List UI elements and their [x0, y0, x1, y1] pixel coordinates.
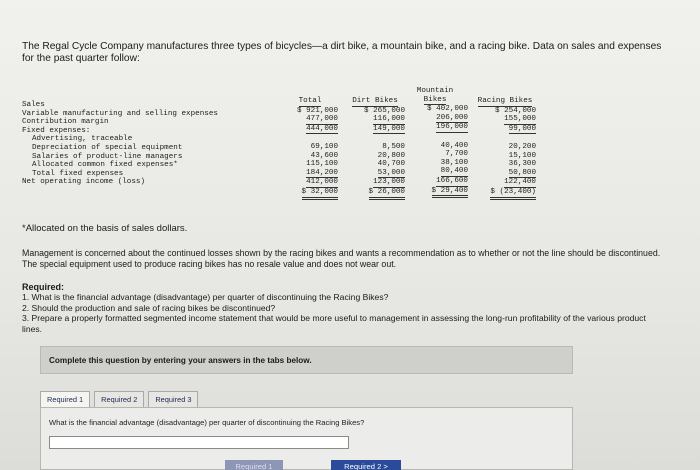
tab-required-1[interactable]: Required 1	[40, 391, 90, 408]
cell: 8,500	[382, 142, 405, 151]
cell: 53,000	[377, 168, 405, 177]
cell: $ 32,000	[302, 188, 338, 200]
cell: 40,700	[377, 160, 405, 169]
cell: 444,000	[306, 124, 338, 133]
cell: $ 402,000	[426, 105, 468, 114]
cell: $ 921,000	[296, 106, 338, 115]
column-header-mountain-2: Bikes	[423, 95, 447, 104]
cell: 115,100	[306, 160, 338, 169]
cell: 196,000	[436, 123, 468, 132]
column-header-mountain-1: Mountain	[416, 87, 454, 95]
cell	[402, 133, 468, 142]
cell: 166,600	[436, 176, 468, 185]
cell: 40,400	[440, 141, 468, 150]
cell: 43,600	[310, 151, 338, 160]
footnote: *Allocated on the basis of sales dollars.	[22, 223, 188, 234]
cell: 38,100	[440, 158, 468, 167]
column-racing-bikes	[474, 97, 536, 200]
question-text: What is the financial advantage (disadvantage) per quarter of discontinuing the Racing Bikes?	[49, 418, 365, 427]
cell	[345, 134, 405, 143]
cell: 99,000	[508, 124, 536, 133]
cell: 206,000	[436, 113, 468, 122]
row-label-salaries: Salaries of product-line managers	[32, 152, 183, 161]
cell: 149,000	[373, 124, 405, 133]
cell: 20,200	[508, 142, 536, 151]
required-list	[22, 292, 662, 334]
cell	[474, 134, 536, 143]
cell: 184,200	[306, 168, 338, 177]
prev-button[interactable]: Required 1	[225, 460, 283, 470]
column-mountain-bikes	[402, 87, 468, 198]
cell: 50,800	[508, 168, 536, 177]
cell: $ (23,400)	[490, 188, 536, 200]
cell: 15,100	[508, 151, 536, 160]
column-header-dirt: Dirt Bikes	[352, 97, 398, 105]
cell: 412,000	[306, 178, 338, 187]
row-label-sales: Sales	[22, 101, 45, 109]
cell: 20,800	[377, 151, 405, 160]
required-item: 3. Prepare a properly formatted segmented income statement that would be more useful to management in assessing the long-run profitability of the various product lines.	[22, 313, 646, 334]
column-total	[282, 97, 338, 200]
cell: 80,400	[440, 167, 468, 176]
instructions-banner: Complete this question by entering your answers in the tabs below.	[40, 346, 573, 374]
cell	[282, 134, 338, 143]
row-label-variable: Variable manufacturing and selling expenses	[22, 109, 218, 118]
row-label-noi: Net operating income (loss)	[22, 178, 146, 187]
tab-required-3[interactable]: Required 3	[148, 391, 198, 408]
row-label-fixed: Fixed expenses:	[22, 126, 91, 135]
cell: 155,000	[504, 115, 536, 124]
column-dirt-bikes	[345, 97, 405, 200]
next-button[interactable]: Required 2 >	[331, 460, 401, 470]
cell: $ 265,000	[363, 106, 405, 115]
row-label-depreciation: Depreciation of special equipment	[32, 143, 183, 152]
row-label-total-fixed: Total fixed expenses	[32, 169, 124, 178]
required-item: 1. What is the financial advantage (disadvantage) per quarter of discontinuing the Racing Bikes?	[22, 292, 389, 302]
row-label-allocated: Allocated common fixed expenses*	[32, 161, 178, 170]
tab-required-2[interactable]: Required 2	[94, 391, 144, 408]
cell: 122,400	[504, 178, 536, 187]
tab-panel	[40, 407, 573, 470]
required-title: Required:	[22, 282, 65, 292]
cell: 123,000	[373, 178, 405, 187]
management-text: Management is concerned about the continued losses shown by the racing bikes and wants a recommendation as to whether or not the line should be discontinued. The special equipment used to produce racing bikes has no resale value and does not wear out.	[22, 248, 661, 269]
cell: $ 29,400	[432, 187, 468, 199]
cell: $ 26,000	[369, 188, 405, 200]
required-item: 2. Should the production and sale of racing bikes be discontinued?	[22, 302, 276, 313]
cell: 7,700	[445, 150, 468, 159]
tab-bar	[40, 390, 573, 408]
row-label-contribution: Contribution margin	[22, 118, 109, 127]
cell: 477,000	[306, 115, 338, 124]
statement-labels	[22, 101, 282, 187]
cell: 36,300	[508, 160, 536, 169]
intro-text: The Regal Cycle Company manufactures three types of bicycles—a dirt bike, a mountain bike, and a racing bike. Data on sales and expenses for the past quarter follow:	[22, 41, 662, 64]
cell: 69,100	[310, 142, 338, 151]
column-header-total: Total	[298, 97, 322, 105]
row-label-advertising: Advertising, traceable	[32, 135, 133, 144]
column-header-racing: Racing Bikes	[477, 97, 533, 105]
cell: $ 254,000	[494, 106, 536, 115]
answer-input[interactable]	[49, 436, 349, 449]
cell: 116,000	[373, 115, 405, 124]
